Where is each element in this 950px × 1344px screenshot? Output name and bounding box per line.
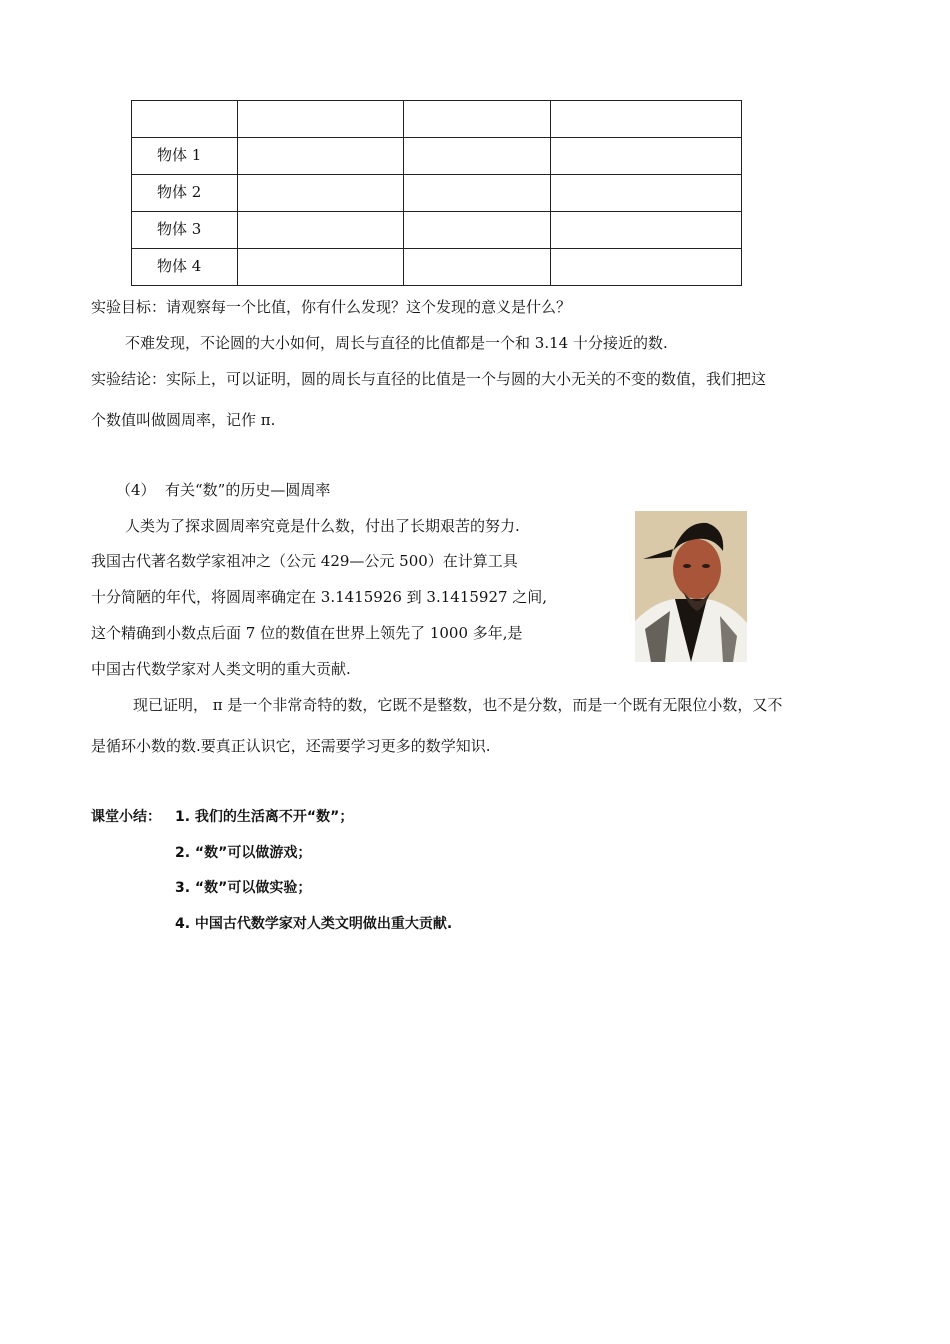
- row-label: 物体 4: [132, 249, 238, 286]
- summary-label: 课堂小结：: [91, 809, 161, 825]
- history-line: 人类为了探求圆周率究竟是什么数，付出了长期艰苦的努力.: [125, 517, 520, 535]
- table-cell: [238, 138, 404, 175]
- table-header-row: [132, 101, 742, 138]
- section-heading: 有关“数”的历史—圆周率: [165, 481, 331, 499]
- experiment-finding: 不难发现，不论圆的大小如何，周长与直径的比值都是一个和 3.14 十分接近的数.: [125, 334, 668, 352]
- table-row: [132, 249, 742, 286]
- table-cell: [551, 138, 742, 175]
- history-line: 中国古代数学家对人类文明的重大贡献.: [91, 660, 351, 678]
- table-cell: [551, 101, 742, 138]
- table-cell: [404, 212, 551, 249]
- row-label: 物体 3: [132, 212, 238, 249]
- pi-explanation-line1: 现已证明， π 是一个非常奇特的数，它既不是整数，也不是分数，而是一个既有无限位小数，又不: [133, 696, 783, 714]
- table-cell: [551, 212, 742, 249]
- table-cell: [551, 175, 742, 212]
- summary-item: 1. 我们的生活离不开“数”；: [175, 809, 354, 825]
- experiment-conclusion-line2: 个数值叫做圆周率，记作 π.: [91, 411, 276, 429]
- row-label: 物体 2: [132, 175, 238, 212]
- history-line: 这个精确到小数点后面 7 位的数值在世界上领先了 1000 多年,是: [91, 624, 523, 642]
- section-number: （4）: [116, 481, 156, 499]
- history-line: 十分简陋的年代，将圆周率确定在 3.1415926 到 3.1415927 之间,: [91, 588, 548, 606]
- row-label: 物体 1: [132, 138, 238, 175]
- table-row: [132, 175, 742, 212]
- table-cell: [404, 101, 551, 138]
- observation-table: [131, 100, 742, 286]
- table-cell: [238, 249, 404, 286]
- table-cell: [404, 175, 551, 212]
- table-cell: [404, 249, 551, 286]
- table-cell: [238, 101, 404, 138]
- summary-item: 3. “数”可以做实验；: [175, 880, 312, 896]
- experiment-goal: 实验目标：请观察每一个比值，你有什么发现？这个发现的意义是什么？: [91, 298, 572, 316]
- table-cell: [551, 249, 742, 286]
- table-cell: [404, 138, 551, 175]
- summary-item: 4. 中国古代数学家对人类文明做出重大贡献.: [175, 916, 453, 932]
- summary-item: 2. “数”可以做游戏；: [175, 845, 312, 861]
- table-row: [132, 212, 742, 249]
- pi-explanation-line2: 是循环小数的数.要真正认识它，还需要学习更多的数学知识.: [91, 737, 491, 755]
- experiment-conclusion-line1: 实验结论：实际上，可以证明，圆的周长与直径的比值是一个与圆的大小无关的不变的数值，我们把这: [91, 370, 767, 388]
- table-cell: [238, 175, 404, 212]
- table-cell: [132, 101, 238, 138]
- table-row: [132, 138, 742, 175]
- zu-chongzhi-portrait: [635, 511, 747, 662]
- history-line: 我国古代著名数学家祖冲之（公元 429—公元 500）在计算工具: [91, 552, 518, 570]
- table-cell: [238, 212, 404, 249]
